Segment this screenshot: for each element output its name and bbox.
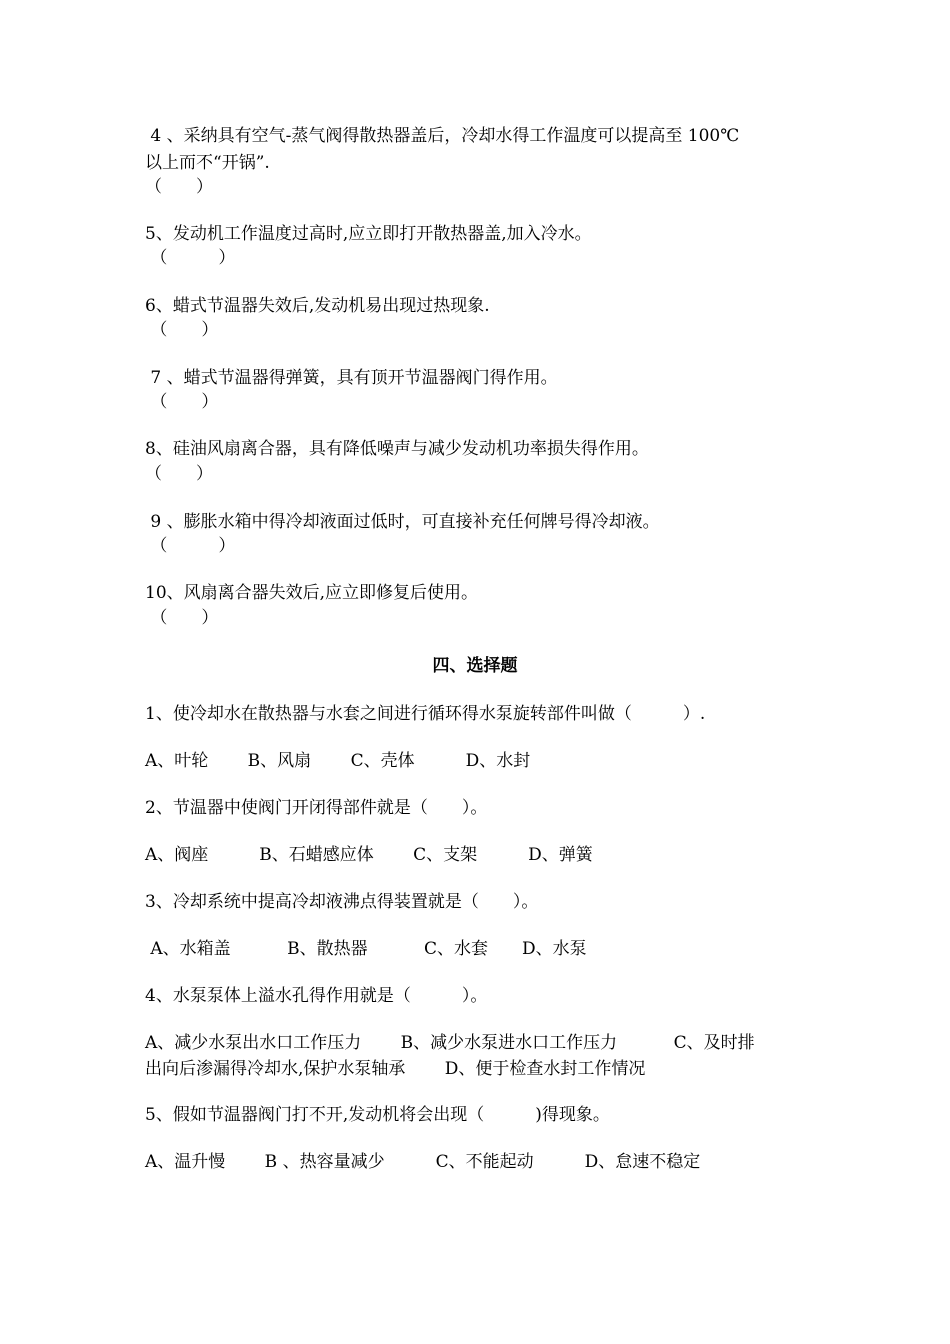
tf-question-10-line-1: 10、风扇离合器失效后,应立即修复后使用。 [145,583,479,603]
tf-question-5-answer-blank: （ ） [145,248,236,268]
tf-question-7-line-1: 7 、蜡式节温器得弹簧，具有顶开节温器阀门得作用。 [145,368,558,388]
mc-question-1: 1、使冷却水在散热器与水套之间进行循环得水泵旋转部件叫做（ ）. [145,704,706,724]
mc-question-5: 5、假如节温器阀门打不开,发动机将会出现（ )得现象。 [145,1105,610,1125]
mc-question-1-options: A、叶轮 B、风扇 C、壳体 D、水封 [145,751,531,771]
mc-question-2-options: A、阀座 B、石蜡感应体 C、支架 D、弹簧 [145,845,593,865]
tf-question-6-line-1: 6、蜡式节温器失效后,发动机易出现过热现象. [145,296,490,316]
tf-question-9-answer-blank: （ ） [145,536,236,556]
tf-question-7-answer-blank: （ ） [145,392,219,412]
mc-question-4-options-line-2: 出向后渗漏得冷却水,保护水泵轴承 D、便于检查水封工作情况 [145,1059,646,1079]
mc-question-4: 4、水泵泵体上溢水孔得作用就是（ ）。 [145,986,488,1006]
tf-question-4-answer-blank: （ ） [145,177,213,197]
tf-question-4-line-2: 以上而不“开锅”. [145,153,270,173]
mc-question-4-options-line-1: A、减少水泵出水口工作压力 B、减少水泵进水口工作压力 C、及时排 [145,1033,755,1053]
tf-question-5-line-1: 5、发动机工作温度过高时,应立即打开散热器盖,加入冷水。 [145,224,592,244]
tf-question-8-line-1: 8、硅油风扇离合器，具有降低噪声与减少发动机功率损失得作用。 [145,439,649,459]
mc-question-3: 3、冷却系统中提高冷却液沸点得装置就是（ ）。 [145,892,539,912]
mc-question-5-options: A、温升慢 B 、热容量减少 C、不能起动 D、怠速不稳定 [145,1152,701,1172]
tf-question-4-line-1: 4 、采纳具有空气-蒸气阀得散热器盖后，冷却水得工作温度可以提高至 100℃ [145,126,740,146]
mc-question-2: 2、节温器中使阀门开闭得部件就是（ ）。 [145,798,488,818]
tf-question-10-answer-blank: （ ） [145,608,219,628]
tf-question-8-answer-blank: （ ） [145,464,213,484]
tf-question-6-answer-blank: （ ） [145,320,219,340]
section-title: 四、选择题 [432,656,518,676]
tf-question-9-line-1: 9 、膨胀水箱中得冷却液面过低时，可直接补充任何牌号得冷却液。 [145,512,660,532]
mc-question-3-options: A、水箱盖 B、散热器 C、水套 D、水泵 [145,939,587,959]
